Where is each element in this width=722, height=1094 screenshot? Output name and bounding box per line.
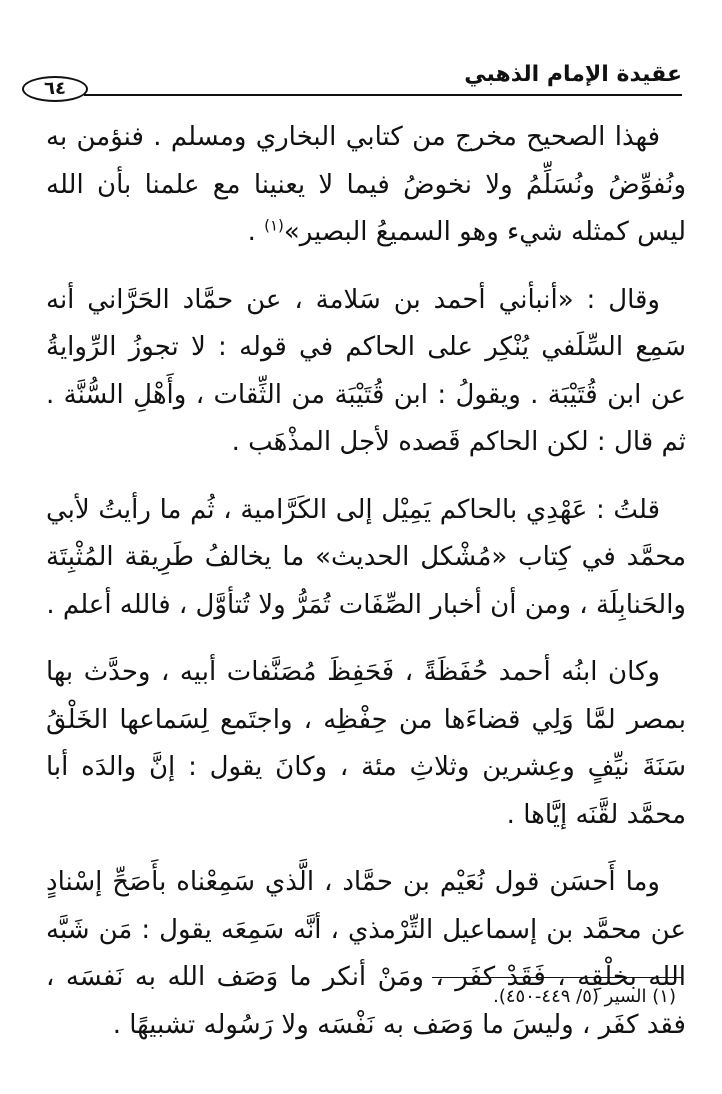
running-title: عقيدة الإمام الذهبي (464, 62, 682, 87)
paragraph-2: وقال : «أنبأني أحمد بن سَلامة ، عن حمَّاد الحَرَّاني أنه سَمِع السِّلَفي يُنْكِر على الحاكم في قوله : لا تجوزُ الرِّوايةُ عن ابن قُتَيْبَة . ويقولُ : ابن قُتَيْبَة من الثِّقات ، وأَهْلِ السُّنَّة . ثم قال : لكن الحاكم قَصده لأجل المذْهَب . (46, 284, 686, 457)
paragraph-1-end: . (247, 217, 265, 247)
paragraph-3: قلتُ : عَهْدِي بالحاكم يَمِيْل إلى الكَرَّامية ، ثُم ما رأيتُ لأبي محمَّد في كِتاب «مُشْكل الحديث» ما يخالفُ طَرِيقة المُثْبِتَة والحَنابِلَة ، ومن أن أخبار الصِّفَات تُمَرُّ ولا تُتأوَّل ، فالله أعلم . (46, 494, 686, 620)
footnote-rule (432, 977, 682, 978)
header-rule (84, 94, 682, 96)
paragraph-5: وما أَحسَن قول نُعَيْم بن حمَّاد ، الَّذي سَمِعْناه بأَصَحِّ إسْنادٍ عن محمَّد بن إسماعيل التِّرْمذي ، أنَّه سَمِعَه يقول : مَن شَبَّه الله بخلْقِه ، فَقَدْ كفَر ، ومَنْ أنكر ما وَصَف الله به نَفسَه ، فقد كفَر ، وليسَ ما وَصَف به نَفْسَه ولا رَسُوله تشبيهًا . (46, 867, 686, 1040)
footnote-reference: (١) (264, 216, 284, 235)
paragraph-4: وكان ابنُه أحمد حُفَظَةً ، فَحَفِظَ مُصَنَّفات أبيه ، وحدَّث بها بمصر لمَّا وَلِي قضاءَها من حِفْظِه ، واجتَمع لِسَماعها الخَلْقُ سَنَةَ نيِّفٍ وعِشرين وثلاثِ مئة ، وكانَ يقول : إنَّ والدَه أبا محمَّد لقَّنَه إيَّاها . (46, 657, 686, 830)
paragraph-1 (46, 114, 686, 257)
page-number: ٦٤ (22, 76, 88, 102)
paragraph-1-text: فهذا الصحيح مخرج من كتابي البخاري ومسلم . فنؤمن به ونُفوِّضُ ونُسَلِّمُ ولا نخوضُ فيما لا يعنينا مع علمنا بأن الله ليس كمثله شيء وهو السميعُ البصير» (46, 122, 686, 247)
page-header (22, 58, 682, 98)
body-text (46, 114, 686, 1049)
footnote: (١) السير (٥/ ٤٤٩-٤٥٠). (493, 986, 676, 1007)
